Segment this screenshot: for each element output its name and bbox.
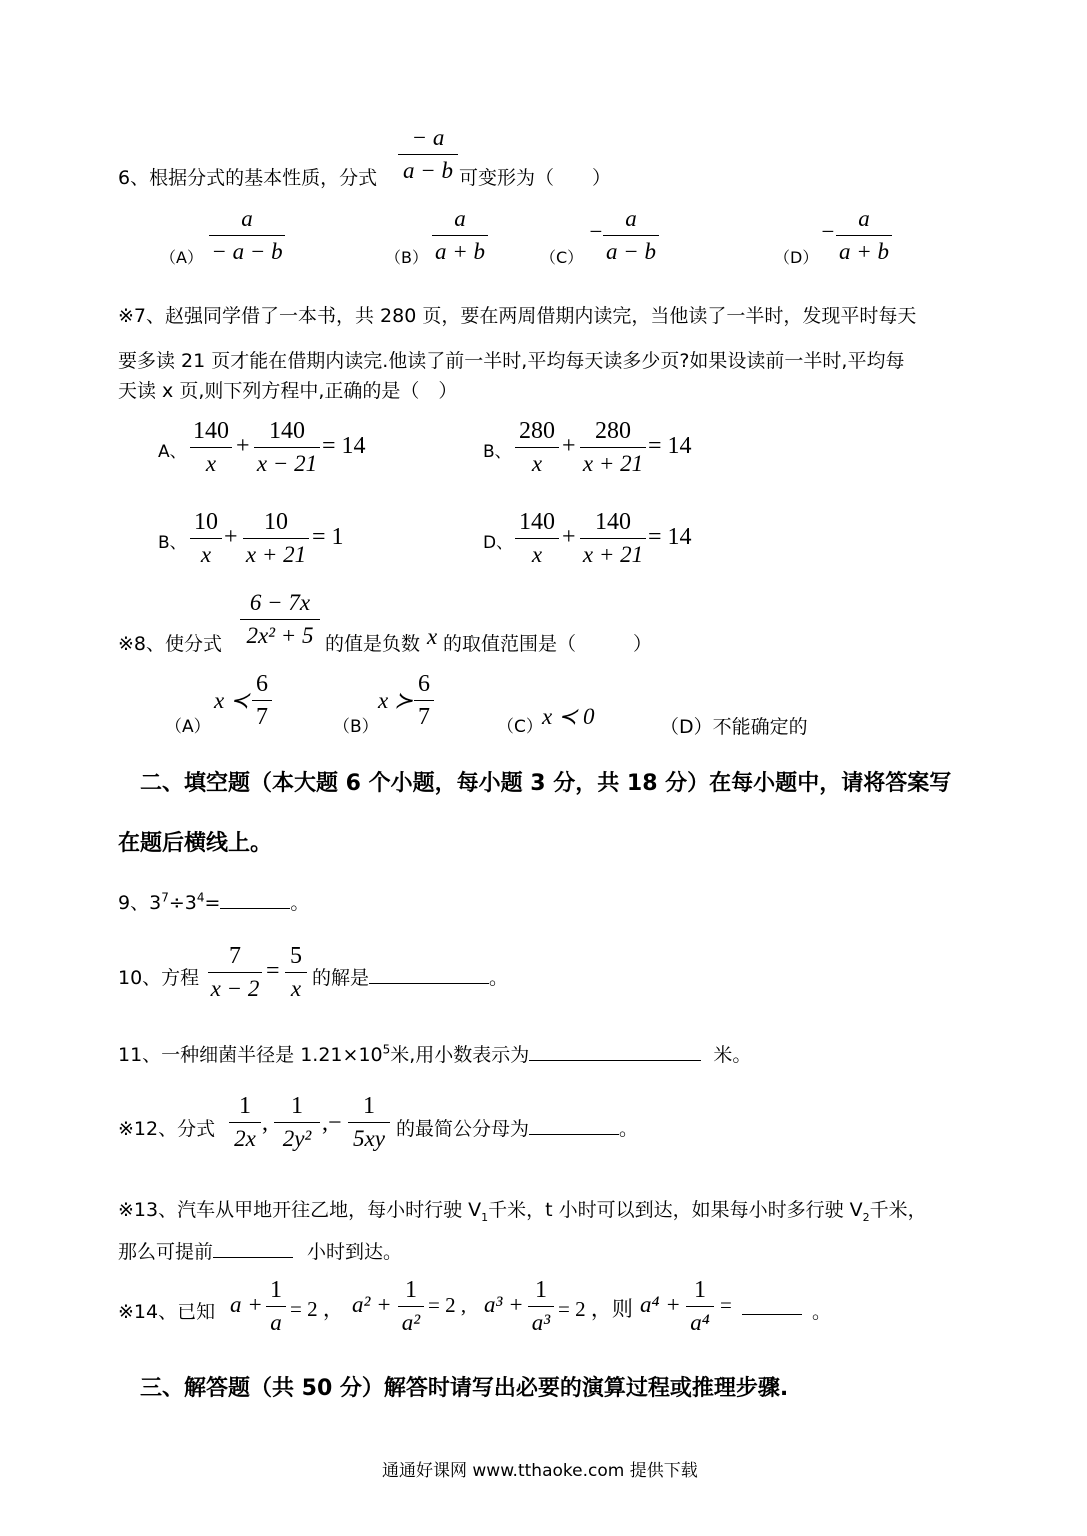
q14-eq3: = 2 ，则 (558, 1297, 633, 1321)
q13-line1a: ※13、汽车从甲地开往乙地，每小时行驶 V (118, 1199, 482, 1221)
q10-frac2 (285, 942, 307, 1003)
frac-num: 7 (229, 943, 241, 969)
q9-mid: ÷3 (168, 892, 197, 914)
q10-end: 。 (489, 967, 509, 989)
q14-eq1: = 2 ， (290, 1297, 344, 1321)
q8-option-d-label: （D）不能确定的 (660, 716, 808, 738)
fraction-bar (266, 1306, 286, 1307)
frac-den: 7 (256, 704, 268, 730)
q12-frac1 (229, 1092, 261, 1153)
q6-option-d-fraction (836, 205, 892, 266)
q14-frac3 (528, 1276, 554, 1337)
q11-end: 米。 (713, 1044, 752, 1066)
q14-eq2: = 2 , (428, 1293, 467, 1317)
q6-frac-den: a − b (402, 158, 454, 183)
frac-num: 1 (694, 1277, 706, 1303)
fraction-bar (348, 1122, 390, 1123)
q8-prefix: ※8、使分式 (118, 633, 223, 655)
frac-den: x (200, 542, 212, 567)
fraction-bar (285, 972, 307, 973)
frac-num: 1 (405, 1277, 417, 1303)
frac-den: x (531, 542, 543, 567)
fraction-bar (515, 538, 559, 539)
q7-option-d-frac1 (515, 508, 559, 569)
frac-num: a (454, 206, 466, 231)
fraction-bar (580, 538, 646, 539)
frac-num: 6 − 7x (249, 590, 311, 615)
q13-line1b: 千米，t 小时可以到达，如果每小时多行驶 V (488, 1199, 863, 1221)
q6-option-b-label: （B） (385, 248, 428, 267)
q9-answer-blank[interactable] (220, 890, 290, 909)
q10-suffix-text: 的解是 (312, 967, 370, 989)
frac-num: 140 (269, 418, 305, 444)
fraction-bar (252, 700, 272, 701)
plus-sign: + (562, 524, 576, 550)
frac-den: a − b (605, 239, 657, 264)
frac-num: 1 (535, 1277, 547, 1303)
fraction-bar (836, 235, 892, 236)
q11-prefix: 11、一种细菌半径是 1.21×10 (118, 1044, 383, 1066)
fraction-bar (528, 1306, 554, 1307)
q7-option-c-rhs: = 1 (312, 524, 344, 550)
q14-term4: a⁴ + (640, 1292, 681, 1317)
fraction-bar (208, 972, 262, 973)
q8-mid: 的值是负数 (325, 633, 421, 655)
frac-num: 280 (595, 418, 631, 444)
fraction-bar (190, 538, 222, 539)
q10-eq: = (266, 958, 280, 984)
fraction-bar (243, 538, 309, 539)
q11-mid: 米,用小数表示为 (390, 1044, 530, 1066)
q14-frac2 (398, 1276, 424, 1337)
q7-option-c-label: B、 (158, 533, 187, 553)
q13-line2b: 小时到达。 (307, 1241, 403, 1263)
q8-option-b-expr: x ≻ (378, 688, 414, 713)
q13-line2a: 那么可提前 (118, 1241, 214, 1263)
frac-num: 1 (291, 1093, 303, 1119)
q11 (118, 1040, 751, 1067)
frac-den: a³ (531, 1310, 551, 1335)
frac-num: 1 (270, 1277, 282, 1303)
page-footer: 通通好课网 www.tthaoke.com 提供下载 (382, 1461, 698, 1481)
q8-var: x (427, 624, 438, 649)
frac-den: 2y² (282, 1126, 312, 1151)
q8-option-c-label: （C） (497, 717, 543, 737)
frac-num: 140 (595, 509, 631, 535)
q6-prefix: 6、根据分式的基本性质，分式 (118, 167, 378, 189)
q12-suffix (396, 1114, 638, 1141)
frac-num: 5 (290, 943, 302, 969)
fraction-bar (686, 1306, 714, 1307)
q10-frac1 (208, 942, 262, 1003)
q10-suffix (312, 963, 508, 990)
frac-num: a (625, 206, 637, 231)
q13-sub1: 1 (481, 1210, 489, 1224)
q7-option-c-frac2 (243, 508, 309, 569)
q7-line2: 要多读 21 页才能在借期内读完.他读了前一半时,平均每天读多少页?如果设读前一半时,平均每 (118, 350, 905, 372)
q7-option-b-frac2 (580, 417, 646, 478)
q8-option-b-label: （B） (333, 717, 379, 737)
frac-num: a (858, 206, 870, 231)
frac-den: a² (401, 1310, 421, 1335)
q8-option-b-fraction (414, 670, 434, 731)
q7-line1: ※7、赵强同学借了一本书，共 280 页，要在两周借期内读完，当他读了一半时，发现平时每天 (118, 305, 917, 327)
q6-option-c-sign: − (588, 219, 604, 244)
q14-term1: a + (230, 1292, 263, 1317)
q12-frac2 (274, 1092, 320, 1153)
q13-line2 (118, 1237, 402, 1264)
q14-end: 。 (812, 1301, 832, 1323)
q8-option-a-label: （A） (165, 717, 211, 737)
q12-answer-blank[interactable] (529, 1116, 619, 1135)
frac-den: x + 21 (582, 451, 644, 476)
q6-option-d-label: （D） (774, 248, 819, 267)
q14-frac1 (266, 1276, 286, 1337)
frac-den: x + 21 (245, 542, 307, 567)
q14-answer-blank[interactable] (742, 1296, 802, 1315)
q7-option-b-label: B、 (483, 442, 512, 462)
q8-option-c-expr: x ≺ 0 (542, 704, 595, 729)
frac-num: a (241, 206, 253, 231)
q7-option-d-label: D、 (483, 533, 514, 553)
fraction-bar (254, 447, 320, 448)
q6-option-c-fraction (603, 205, 659, 266)
q14-term3: a³ + (484, 1292, 524, 1317)
q11-answer-blank[interactable] (529, 1042, 701, 1061)
q9-exp2: 4 (196, 890, 205, 905)
q7-option-a-frac1 (190, 417, 232, 478)
frac-num: 10 (194, 509, 218, 535)
fraction-bar (515, 447, 559, 448)
q7-option-d-rhs: = 14 (648, 524, 692, 550)
q6-fraction (398, 124, 458, 185)
q6-option-b-fraction (432, 205, 488, 266)
plus-sign: + (236, 433, 250, 459)
frac-den: 7 (418, 704, 430, 730)
q12-prefix: ※12、分式 (118, 1118, 216, 1140)
frac-den: a⁴ (690, 1310, 710, 1335)
frac-den: x − 21 (256, 451, 318, 476)
section-2-heading-line2: 在题后横线上。 (118, 831, 273, 856)
q7-option-a-frac2 (254, 417, 320, 478)
q6-frac-num: − a (411, 125, 445, 150)
q14-frac4 (686, 1276, 714, 1337)
plus-sign: + (562, 433, 576, 459)
q14-term2: a² + (352, 1292, 392, 1317)
q13-line1 (118, 1195, 927, 1224)
frac-num: 280 (519, 418, 555, 444)
frac-num: 10 (264, 509, 288, 535)
fraction-bar (432, 235, 488, 236)
fraction-bar (398, 1306, 424, 1307)
q6-suffix: 可变形为（ ） (459, 167, 612, 189)
frac-den: a + b (838, 239, 890, 264)
q7-line3: 天读 x 页,则下列方程中,正确的是（ ） (118, 380, 458, 402)
frac-den: x + 21 (582, 542, 644, 567)
q9 (118, 888, 309, 915)
q8-suffix: 的取值范围是（ ） (443, 633, 653, 655)
fraction-bar (190, 447, 232, 448)
fraction-bar (209, 235, 285, 236)
fraction-bar (603, 235, 659, 236)
plus-sign: + (224, 524, 238, 550)
fraction-bar (240, 619, 320, 620)
q12-sep1: , (262, 1110, 268, 1136)
q12-sep2: ,− (322, 1110, 342, 1136)
frac-num: 6 (418, 671, 430, 697)
q12-end: 。 (619, 1118, 639, 1140)
frac-num: 1 (239, 1093, 251, 1119)
fraction-bar (229, 1122, 261, 1123)
q10-prefix: 10、方程 (118, 967, 200, 989)
section-2-heading-line1: 二、填空题（本大题 6 个小题，每小题 3 分，共 18 分）在每小题中，请将答案写 (140, 771, 952, 796)
q7-option-b-frac1 (515, 417, 559, 478)
q6-option-a-label: （A） (160, 248, 203, 267)
q12-suffix-text: 的最简公分母为 (396, 1118, 530, 1140)
q9-eq: = (204, 892, 221, 914)
q7-option-c-frac1 (190, 508, 222, 569)
frac-num: 6 (256, 671, 268, 697)
frac-den: 2x² + 5 (246, 623, 314, 648)
q7-option-a-label: A、 (158, 442, 187, 462)
frac-den: x (290, 976, 302, 1001)
q8-option-a-expr: x ≺ (214, 688, 250, 713)
frac-num: 140 (519, 509, 555, 535)
q13-answer-blank[interactable] (213, 1239, 293, 1258)
frac-den: x − 2 (210, 976, 260, 1001)
section-3-heading: 三、解答题（共 50 分）解答时请写出必要的演算过程或推理步骤. (140, 1376, 789, 1401)
q11-exp: 5 (382, 1042, 391, 1057)
q9-end: 。 (290, 892, 310, 914)
fraction-bar (580, 447, 646, 448)
q7-option-b-rhs: = 14 (648, 433, 692, 459)
q7-option-d-frac2 (580, 508, 646, 569)
fraction-bar (398, 154, 458, 155)
frac-num: 140 (193, 418, 229, 444)
q6-option-d-sign: − (820, 219, 836, 244)
q10-answer-blank[interactable] (369, 965, 489, 984)
frac-den: a (270, 1310, 282, 1335)
frac-num: 1 (363, 1093, 375, 1119)
frac-den: 2x (234, 1126, 256, 1151)
q12-frac3 (348, 1092, 390, 1153)
q14-eq4: = (720, 1293, 732, 1317)
q14-prefix: ※14、已知 (118, 1301, 216, 1323)
q6-option-a-fraction (209, 205, 285, 266)
frac-den: 5xy (353, 1126, 385, 1151)
frac-den: x (531, 451, 543, 476)
fraction-bar (414, 700, 434, 701)
q13-line1c: 千米， (869, 1199, 927, 1221)
q9-exp1: 7 (161, 890, 169, 905)
frac-den: a + b (434, 239, 486, 264)
q7-option-a-rhs: = 14 (322, 433, 366, 459)
q8-option-a-fraction (252, 670, 272, 731)
fraction-bar (274, 1122, 320, 1123)
q6-option-c-label: （C） (540, 248, 584, 267)
q9-prefix: 9、3 (118, 892, 162, 914)
q13-sub2: 2 (862, 1210, 870, 1224)
q8-fraction (240, 589, 320, 650)
frac-den: x (205, 451, 217, 476)
frac-den: − a − b (211, 239, 283, 264)
